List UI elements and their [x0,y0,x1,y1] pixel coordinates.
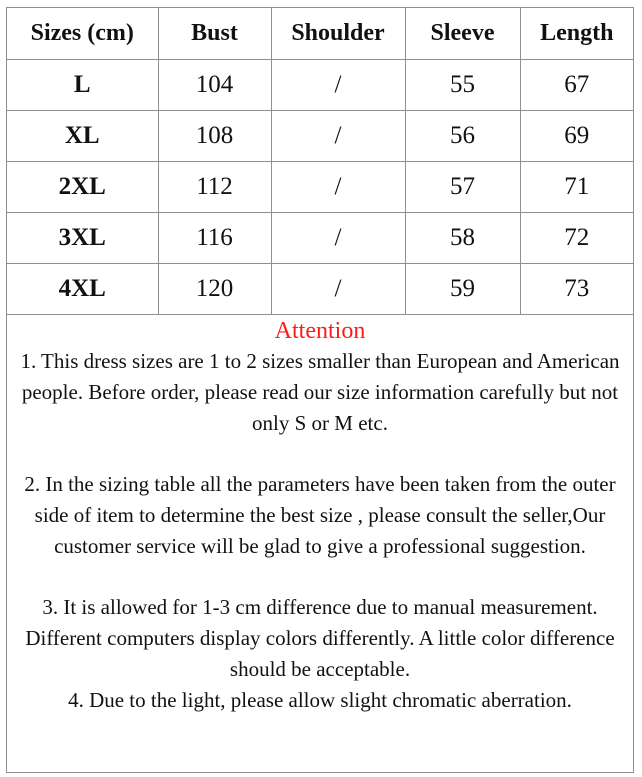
bust-cell: 120 [158,263,271,314]
table-row [7,212,633,263]
size-chart-frame [6,7,634,773]
size-cell: 3XL [7,212,158,263]
length-cell: 69 [520,110,633,161]
header-sizes: Sizes (cm) [7,8,158,59]
note-4: 4. Due to the light, please allow slight chromatic aberration. [68,687,572,712]
bust-cell: 108 [158,110,271,161]
size-table [7,8,633,315]
sleeve-cell: 55 [405,59,520,110]
size-cell: XL [7,110,158,161]
note-3: 3. It is allowed for 1-3 cm difference due to manual measurement. Different computers display colors differently. A little color difference should be acceptable. [25,595,615,681]
length-cell: 73 [520,263,633,314]
length-cell: 67 [520,59,633,110]
header-length: Length [520,8,633,59]
size-cell: L [7,59,158,110]
header-sleeve: Sleeve [405,8,520,59]
shoulder-cell: / [271,110,405,161]
sleeve-cell: 56 [405,110,520,161]
note-spacer [7,438,633,469]
bust-cell: 116 [158,212,271,263]
note-spacer [7,562,633,593]
header-shoulder: Shoulder [271,8,405,59]
shoulder-cell: / [271,59,405,110]
length-cell: 72 [520,212,633,263]
header-bust: Bust [158,8,271,59]
size-cell: 4XL [7,263,158,314]
attention-notes [7,316,633,716]
note-1: 1. This dress sizes are 1 to 2 sizes smaller than European and American people. Before order, please read our size information carefully but not only S or M etc. [20,349,620,435]
shoulder-cell: / [271,263,405,314]
shoulder-cell: / [271,212,405,263]
table-header-row [7,8,633,59]
sleeve-cell: 59 [405,263,520,314]
note-2: 2. In the sizing table all the parameters have been taken from the outer side of item to determine the best size , please consult the seller,Our customer service will be glad to give a professional suggestion. [24,472,616,558]
table-row [7,110,633,161]
attention-title: Attention [274,318,366,344]
sleeve-cell: 57 [405,161,520,212]
length-cell: 71 [520,161,633,212]
table-row [7,263,633,314]
table-row [7,59,633,110]
table-row [7,161,633,212]
bust-cell: 104 [158,59,271,110]
bust-cell: 112 [158,161,271,212]
size-cell: 2XL [7,161,158,212]
shoulder-cell: / [271,161,405,212]
sleeve-cell: 58 [405,212,520,263]
